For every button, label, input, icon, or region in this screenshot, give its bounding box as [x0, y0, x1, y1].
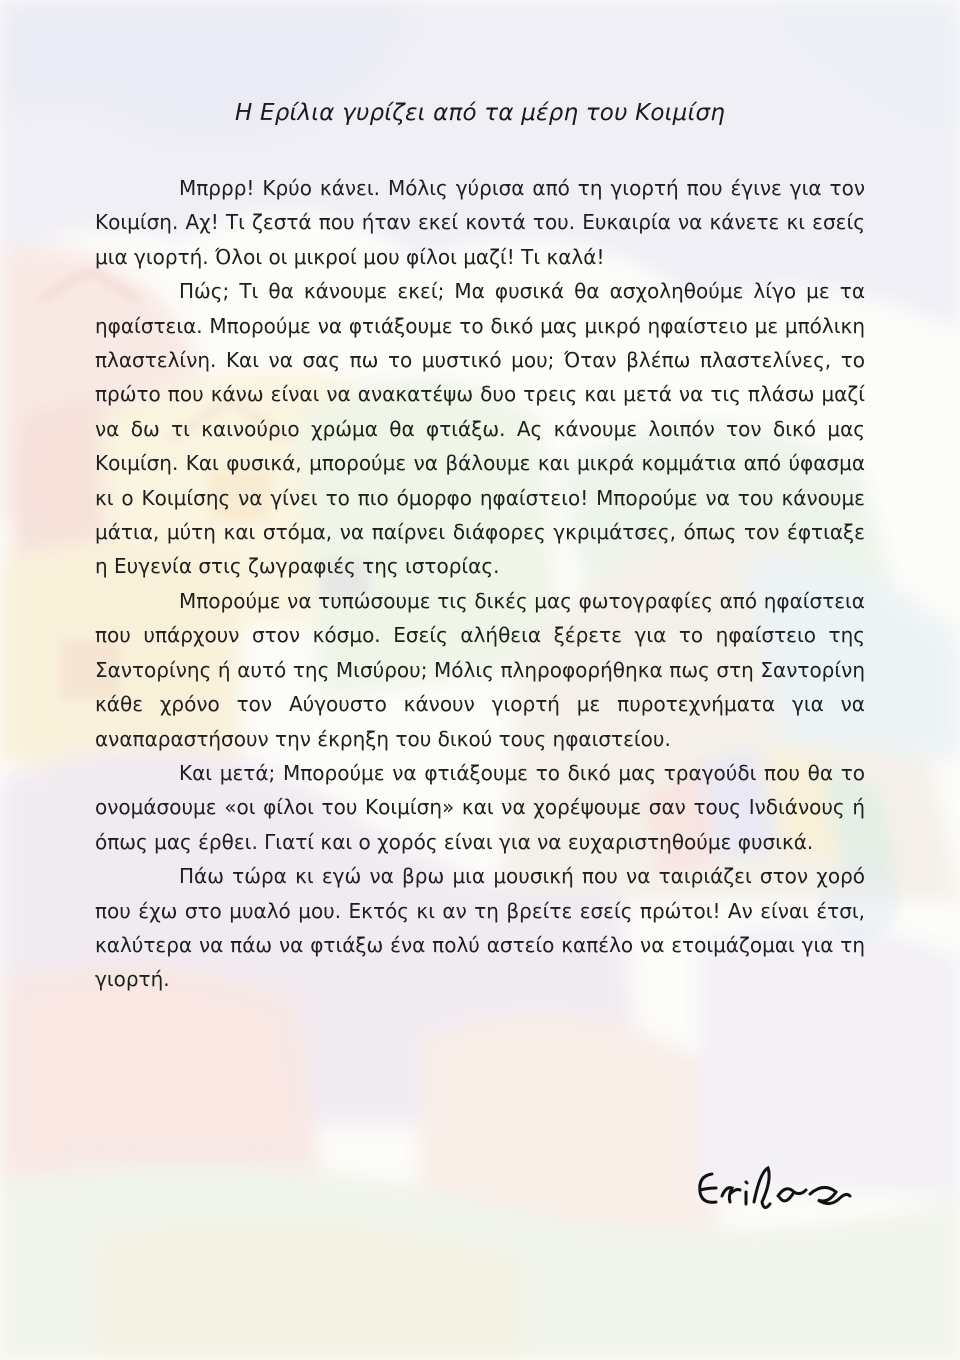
paragraph: Μπρρρ! Κρύο κάνει. Μόλις γύρισα από τη γιορτή που έγινε για τον Κοιμίση. Αχ! Τι ζεστά που ήταν εκεί κοντά του. Ευκαιρία να κάνετε κι εσείς μια γιορτή. Όλοι οι μικροί μου φίλοι μαζί! Τι καλά! — [95, 176, 865, 269]
paragraph: Πάω τώρα κι εγώ να βρω μια μουσική που να ταιριάζει στον χορό που έχω στο μυαλό μου. Εκτός κι αν τη βρείτε εσείς πρώτοι! Αν είναι έτσι, καλύτερα να πάω να φτιάξω ένα πολύ αστείο καπέλο να ετοιμάζομαι για τη γιορτή. — [95, 864, 865, 992]
page-title: Η Ερίλια γυρίζει από τα μέρη του Κοιμίση — [234, 100, 726, 126]
paragraph: Πώς; Τι θα κάνουμε εκεί; Μα φυσικά θα ασχοληθούμε λίγο με τα ηφαίστεια. Μπορούμε να φτιάξουμε το δικό μας μικρό ηφαίστειο με μπόλικη πλαστελίνη. Και να σας πω το μυστικό μου; Όταν βλέπω πλαστελίνες, το πρώτο που κάνω είναι να ανακατέψω δυο τρεις και μετά να τις πλάσω μαζί να δω τι καινούριο χρώμα θα φτιάξω. Ας κάνουμε λοιπόν τον δικό μας Κοιμίση. Και φυσικά, μπορούμε να βάλουμε και μικρά κομμάτια από ύφασμα κι ο Κοιμίσης να γίνει το πιο όμορφο ηφαίστειο! Μπορούμε να του κάνουμε μάτια, μύτη και στόμα, να παίρνει διάφορες γκριμάτσες, όπως τον έφτιαξε η Ευγενία στις ζωγραφιές της ιστορίας. — [95, 279, 865, 579]
paragraph: Και μετά; Μπορούμε να φτιάξουμε το δικό μας τραγούδι που θα το ονομάσουμε «οι φίλοι του Κοιμίση» και να χορέψουμε σαν τους Ινδιάνους ή όπως μας έρθει. Γιατί και ο χορός είναι για να ευχαριστηθούμε φυσικά. — [95, 760, 865, 854]
handwritten-signature — [690, 1152, 870, 1232]
letter-body — [95, 171, 865, 997]
paragraph: Μπορούμε να τυπώσουμε τις δικές μας φωτογραφίες από ηφαίστεια που υπάρχουν στον κόσμο. Εσείς αλήθεια ξέρετε για το ηφαίστειο της Σαντορίνης ή αυτό της Μισύρου; Μόλις πληροφορήθηκα πως στη Σαντορίνη κάθε χρόνο τον Αύγουστο κάνουν γιορτή με πυροτεχνήματα για να αναπαραστήσουν την έκρηξη του δικού τους ηφαιστείου. — [95, 588, 865, 751]
